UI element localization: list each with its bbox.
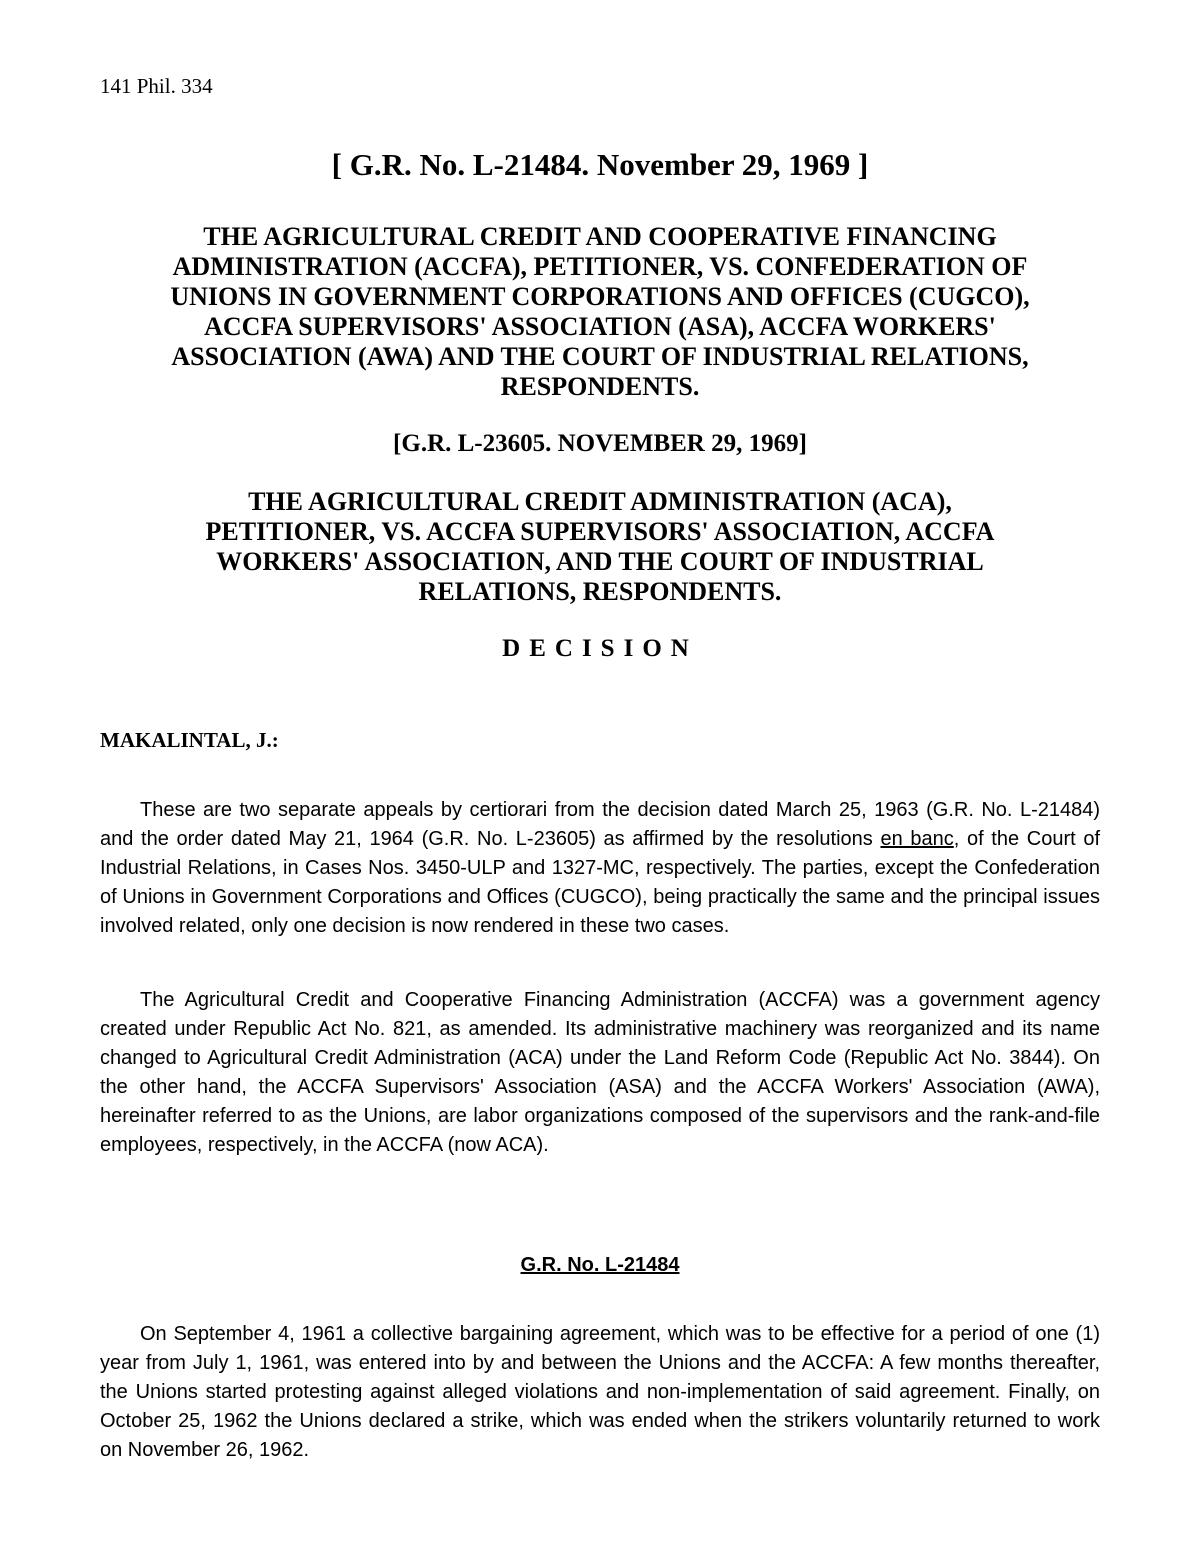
parties-1-line: RESPONDENTS. xyxy=(500,372,700,401)
case-parties-1 xyxy=(100,222,1100,402)
paragraph-1-text-after: , of the Court of Industrial Relations, in Cases Nos. 3450-ULP and 1327-MC, respectively. The parties, except the Confederation of Unions in Government Corporations and Offices (CUGCO), being practically the same and the principal issues involved related, only one decision is now rendered in these two cases. xyxy=(100,828,1101,937)
parties-2-line: RELATIONS, RESPONDENTS. xyxy=(418,577,782,606)
decision-title: DECISION xyxy=(502,635,698,662)
section-heading: G.R. No. L-21484 xyxy=(520,1254,680,1276)
parties-1-line: ACCFA SUPERVISORS' ASSOCIATION (ASA), ACCFA WORKERS' xyxy=(204,312,996,341)
body-paragraph xyxy=(100,796,1100,941)
parties-1-line: THE AGRICULTURAL CREDIT AND COOPERATIVE FINANCING xyxy=(203,222,997,251)
body-paragraph: On September 4, 1961 a collective bargaining agreement, which was to be effective for a period of one (1) year from July 1, 1961, was entered into by and between the Unions and the ACCFA: A few months thereafter, the Unions started protesting against alleged violations and non-implementation of said agreement. Finally, on October 25, 1962 the Unions declared a strike, which was ended when the strikers voluntarily returned to work on November 26, 1962. xyxy=(100,1323,1100,1461)
paragraph-1-text-before: These are two separate appeals by certiorari from the decision dated March 25, 1963 (G.R. No. L-21484) and the order dated May 21, 1964 (G.R. No. L-23605) as affirmed by the resolutions xyxy=(100,799,1100,850)
en-banc-emphasis: en banc xyxy=(880,828,954,850)
case-number-heading: [ G.R. No. L-21484. November 29, 1969 ] xyxy=(331,147,869,182)
second-case-number-heading: [G.R. L-23605. NOVEMBER 29, 1969] xyxy=(393,430,807,457)
case-parties-2 xyxy=(100,487,1100,607)
parties-2-line: PETITIONER, VS. ACCFA SUPERVISORS' ASSOCIATION, ACCFA xyxy=(205,517,995,546)
body-paragraph: The Agricultural Credit and Cooperative Financing Administration (ACCFA) was a government agency created under Republic Act No. 821, as amended. Its administrative machinery was reorganized and its name changed to Agricultural Credit Administration (ACA) under the Land Reform Code (Republic Act No. 3844). On the other hand, the ACCFA Supervisors' Association (ASA) and the ACCFA Workers' Association (AWA), hereinafter referred to as the Unions, are labor organizations composed of the supervisors and the rank-and-file employees, respectively, in the ACCFA (now ACA). xyxy=(100,989,1100,1156)
ponente-name: MAKALINTAL, J.: xyxy=(100,728,279,752)
report-citation: 141 Phil. 334 xyxy=(100,74,213,98)
parties-2-line: WORKERS' ASSOCIATION, AND THE COURT OF INDUSTRIAL xyxy=(216,547,984,576)
parties-2-line: THE AGRICULTURAL CREDIT ADMINISTRATION (ACA), xyxy=(248,487,952,516)
parties-1-line: ADMINISTRATION (ACCFA), PETITIONER, VS. CONFEDERATION OF xyxy=(172,252,1028,281)
parties-1-line: ASSOCIATION (AWA) AND THE COURT OF INDUSTRIAL RELATIONS, xyxy=(171,342,1029,371)
parties-1-line: UNIONS IN GOVERNMENT CORPORATIONS AND OFFICES (CUGCO), xyxy=(170,282,1030,311)
